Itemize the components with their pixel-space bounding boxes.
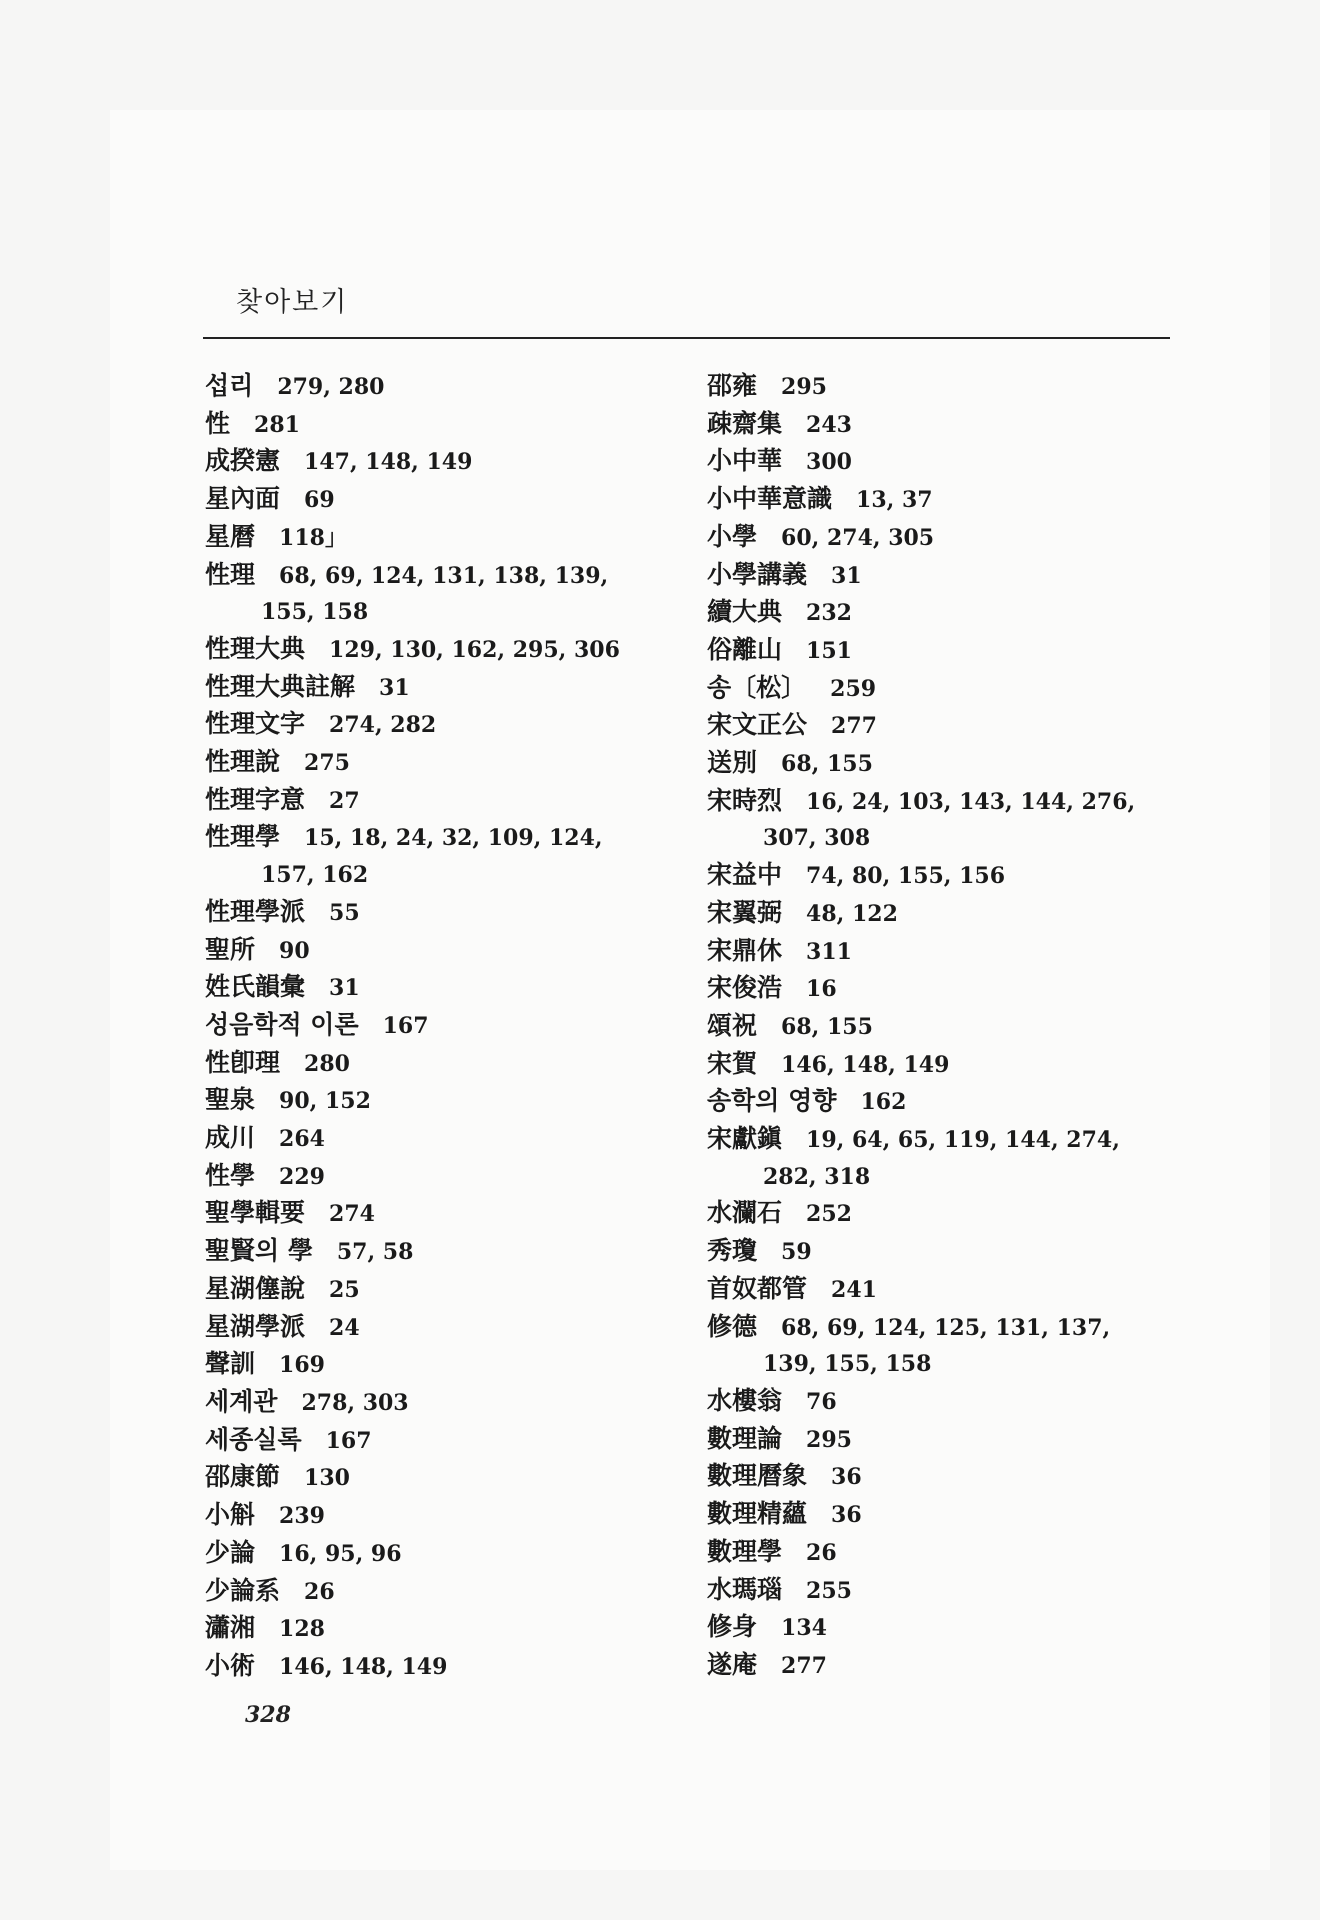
index-term: 宋翼弼	[707, 897, 783, 927]
index-pages: 295	[781, 374, 827, 400]
index-entry	[707, 632, 1207, 670]
index-entry	[707, 406, 1207, 444]
index-term: 疎齋集	[707, 408, 783, 438]
index-pages-continued: 155, 158	[261, 599, 369, 626]
index-pages: 25	[329, 1276, 360, 1303]
index-pages: 147, 148, 149	[304, 449, 473, 476]
index-term: 宋俊浩	[707, 973, 783, 1003]
index-pages: 311	[806, 938, 852, 965]
index-term: 俗離山	[707, 634, 783, 664]
index-term: 秀瓊	[707, 1236, 758, 1266]
index-pages: 90	[279, 937, 310, 964]
index-entry	[205, 894, 705, 932]
index-entry	[707, 1046, 1207, 1084]
index-entry	[707, 1121, 1207, 1195]
index-pages: 55	[329, 899, 360, 926]
index-term: 性理說	[205, 747, 281, 777]
index-pages: 275	[304, 750, 350, 777]
index-term: 性理文字	[205, 709, 306, 739]
index-pages: 129, 130, 162, 295, 306	[329, 636, 620, 663]
index-pages: 16, 24, 103, 143, 144, 276,	[806, 788, 1136, 815]
index-entry	[205, 1384, 705, 1422]
index-term: 性理字意	[205, 784, 306, 814]
index-entry	[707, 557, 1207, 595]
index-entry	[205, 669, 705, 707]
index-entry	[205, 443, 705, 481]
index-entry	[707, 1083, 1207, 1121]
index-entry	[205, 519, 705, 557]
index-entry	[707, 1309, 1207, 1383]
index-entry	[707, 1572, 1207, 1610]
index-pages: 36	[831, 1464, 862, 1491]
index-pages: 90, 152	[279, 1088, 371, 1115]
index-pages: 24	[329, 1314, 360, 1341]
index-term: 首奴都管	[707, 1273, 808, 1303]
index-entry	[707, 1496, 1207, 1534]
index-pages: 68, 155	[781, 1013, 873, 1040]
index-entry	[707, 1233, 1207, 1271]
index-entry	[707, 1383, 1207, 1421]
index-entry	[205, 1610, 705, 1648]
index-pages: 48, 122	[806, 900, 898, 927]
page-number: 328	[245, 1702, 291, 1728]
index-pages: 15, 18, 24, 32, 109, 124,	[304, 825, 603, 852]
index-pages: 252	[806, 1201, 852, 1228]
index-pages: 68, 155	[781, 751, 873, 778]
index-entry	[205, 819, 705, 893]
index-pages: 151	[806, 637, 852, 664]
index-term: 水瑪瑙	[707, 1574, 783, 1604]
index-pages: 19, 64, 65, 119, 144, 274,	[806, 1127, 1120, 1154]
index-entry	[707, 1534, 1207, 1572]
index-term: 成川	[205, 1123, 256, 1153]
index-entry	[707, 1647, 1207, 1685]
index-term: 數理曆象	[707, 1461, 808, 1491]
index-entry	[707, 1008, 1207, 1046]
index-pages: 278, 303	[301, 1389, 409, 1416]
index-entry	[205, 481, 705, 519]
index-pages: 277	[831, 713, 877, 740]
index-term: 水瀾石	[707, 1198, 783, 1228]
index-term: 宋益中	[707, 860, 783, 890]
index-entry	[707, 368, 1207, 406]
index-entry	[707, 670, 1207, 708]
index-entry	[205, 1045, 705, 1083]
index-entry	[707, 1421, 1207, 1459]
index-pages: 295	[806, 1426, 852, 1453]
index-term: 小學	[707, 521, 758, 551]
index-entry	[707, 1609, 1207, 1647]
index-term: 小學講義	[707, 559, 808, 589]
index-term: 少論	[205, 1537, 256, 1567]
index-entry	[205, 1158, 705, 1196]
index-term: 修身	[707, 1612, 758, 1642]
index-entry	[205, 631, 705, 669]
index-term: 數理精蘊	[707, 1499, 808, 1529]
index-term: 性理學派	[205, 896, 306, 926]
index-pages: 60, 274, 305	[781, 524, 935, 551]
index-term: 宋時烈	[707, 785, 783, 815]
index-pages: 232	[806, 600, 852, 627]
index-entry	[205, 1309, 705, 1347]
index-pages: 130	[304, 1465, 350, 1492]
index-pages: 300	[806, 449, 852, 476]
index-pages: 27	[329, 787, 360, 814]
index-pages: 274, 282	[329, 712, 437, 739]
index-pages: 241	[831, 1276, 877, 1303]
index-term: 性	[205, 408, 231, 438]
index-entry	[205, 706, 705, 744]
index-pages: 36	[831, 1502, 862, 1529]
index-pages-continued: 139, 155, 158	[763, 1351, 932, 1378]
index-pages: 280	[304, 1050, 350, 1077]
index-term: 邵雍	[707, 371, 758, 400]
index-term: 成揆憲	[205, 446, 281, 476]
index-term: 小術	[205, 1650, 256, 1680]
index-term: 성음학적 이론	[205, 1009, 359, 1039]
index-term: 聖所	[205, 934, 256, 964]
running-head: 찾아보기	[236, 287, 349, 318]
index-entry	[707, 933, 1207, 971]
index-term: 數理學	[707, 1536, 783, 1566]
index-column-left	[205, 368, 705, 1686]
index-pages: 68, 69, 124, 125, 131, 137,	[781, 1314, 1111, 1341]
index-term: 聲訓	[205, 1349, 256, 1379]
index-entry	[707, 857, 1207, 895]
index-term: 送別	[707, 748, 758, 778]
index-term: 少論系	[205, 1575, 281, 1605]
index-term: 宋文正公	[707, 710, 808, 740]
index-entry	[205, 1271, 705, 1309]
index-term: 數理論	[707, 1423, 783, 1453]
index-column-right	[707, 368, 1207, 1685]
index-term: 性理	[205, 559, 256, 589]
index-pages: 16, 95, 96	[279, 1540, 402, 1567]
index-term: 세계관	[205, 1386, 278, 1416]
index-term: 瀟湘	[205, 1613, 256, 1643]
index-term: 姓氏韻彙	[205, 972, 306, 1002]
index-entry	[205, 1422, 705, 1460]
index-term: 宋賀	[707, 1048, 758, 1078]
index-entry	[205, 1082, 705, 1120]
index-term: 性理學	[205, 822, 281, 852]
index-term: 性理大典	[205, 633, 306, 663]
index-pages: 279, 280	[277, 374, 385, 400]
index-entry	[205, 1535, 705, 1573]
index-pages: 31	[379, 674, 410, 701]
index-entry	[205, 1648, 705, 1686]
index-pages: 31	[831, 562, 862, 589]
index-term: 性卽理	[205, 1047, 281, 1077]
index-entry	[707, 443, 1207, 481]
index-entry	[205, 932, 705, 970]
index-term: 小斛	[205, 1500, 256, 1530]
index-pages: 274	[329, 1201, 375, 1228]
index-entry	[707, 745, 1207, 783]
index-pages: 162	[860, 1089, 907, 1116]
index-entry	[205, 1195, 705, 1233]
index-pages: 167	[382, 1012, 429, 1039]
index-pages: 68, 69, 124, 131, 138, 139,	[279, 562, 609, 589]
index-pages: 59	[781, 1239, 812, 1266]
index-pages: 74, 80, 155, 156	[806, 863, 1006, 890]
index-term: 小中華意識	[707, 484, 833, 514]
index-term: 宋獻鎭	[707, 1124, 783, 1154]
index-entry	[205, 1120, 705, 1158]
index-entry	[707, 1458, 1207, 1496]
index-pages: 69	[304, 487, 335, 514]
index-entry	[205, 406, 705, 444]
index-pages: 146, 148, 149	[279, 1653, 448, 1680]
index-pages-continued: 157, 162	[261, 862, 369, 889]
index-term: 續大典	[707, 597, 783, 627]
index-term: 聖學輯要	[205, 1198, 306, 1228]
index-pages: 243	[806, 411, 852, 438]
index-entry	[707, 1271, 1207, 1309]
index-pages: 31	[329, 975, 360, 1002]
index-pages: 76	[806, 1388, 837, 1415]
index-term: 星內面	[205, 484, 281, 514]
index-term: 水樓翁	[707, 1385, 783, 1415]
index-pages: 255	[806, 1577, 852, 1604]
index-term: 섭리	[205, 371, 254, 400]
index-entry	[707, 519, 1207, 557]
index-pages: 134	[781, 1615, 827, 1642]
index-term: 聖泉	[205, 1085, 256, 1115]
index-term: 宋鼎休	[707, 935, 783, 965]
index-pages: 13, 37	[856, 487, 933, 514]
index-pages: 277	[781, 1652, 827, 1679]
index-term: 修德	[707, 1311, 758, 1341]
index-term: 聖賢의 學	[205, 1236, 313, 1266]
index-term: 遂庵	[707, 1649, 758, 1679]
index-term: 性學	[205, 1160, 256, 1190]
index-entry	[205, 368, 705, 406]
index-pages: 239	[279, 1503, 325, 1530]
index-entry	[205, 557, 705, 631]
index-entry	[205, 969, 705, 1007]
index-entry	[205, 1573, 705, 1611]
index-entry	[205, 1233, 705, 1271]
index-pages: 16	[806, 976, 837, 1003]
index-term: 星湖僿說	[205, 1273, 306, 1303]
index-entry	[707, 895, 1207, 933]
index-pages: 146, 148, 149	[781, 1051, 950, 1078]
index-entry	[707, 1195, 1207, 1233]
index-term: 송〔松〕	[707, 672, 807, 702]
index-pages-continued: 282, 318	[763, 1163, 871, 1190]
index-pages: 26	[806, 1539, 837, 1566]
header-rule	[203, 337, 1170, 339]
index-pages: 26	[304, 1578, 335, 1605]
index-entry	[205, 1459, 705, 1497]
index-entry	[707, 970, 1207, 1008]
index-entry	[205, 1007, 705, 1045]
index-pages: 259	[830, 675, 877, 702]
index-entry	[205, 782, 705, 820]
index-pages: 167	[325, 1427, 372, 1454]
index-term: 邵康節	[205, 1462, 281, 1492]
index-pages: 57, 58	[336, 1239, 414, 1266]
index-entry	[205, 1497, 705, 1535]
index-entry	[707, 481, 1207, 519]
index-term: 小中華	[707, 446, 783, 476]
index-term: 세종실록	[205, 1424, 302, 1454]
index-entry	[707, 594, 1207, 632]
index-entry	[707, 707, 1207, 745]
index-entry	[205, 744, 705, 782]
index-term: 性理大典註解	[205, 671, 356, 701]
index-entry	[205, 1346, 705, 1384]
index-pages-continued: 307, 308	[763, 825, 871, 852]
index-pages: 281	[254, 411, 300, 438]
index-pages: 118」	[279, 524, 347, 551]
index-pages: 128	[279, 1616, 325, 1643]
index-term: 頌祝	[707, 1010, 758, 1040]
index-term: 星曆	[205, 521, 256, 551]
index-pages: 264	[279, 1126, 325, 1153]
index-entry	[707, 783, 1207, 857]
index-term: 星湖學派	[205, 1311, 306, 1341]
index-pages: 229	[279, 1163, 325, 1190]
index-term: 송학의 영향	[707, 1086, 837, 1116]
index-pages: 169	[279, 1352, 325, 1379]
